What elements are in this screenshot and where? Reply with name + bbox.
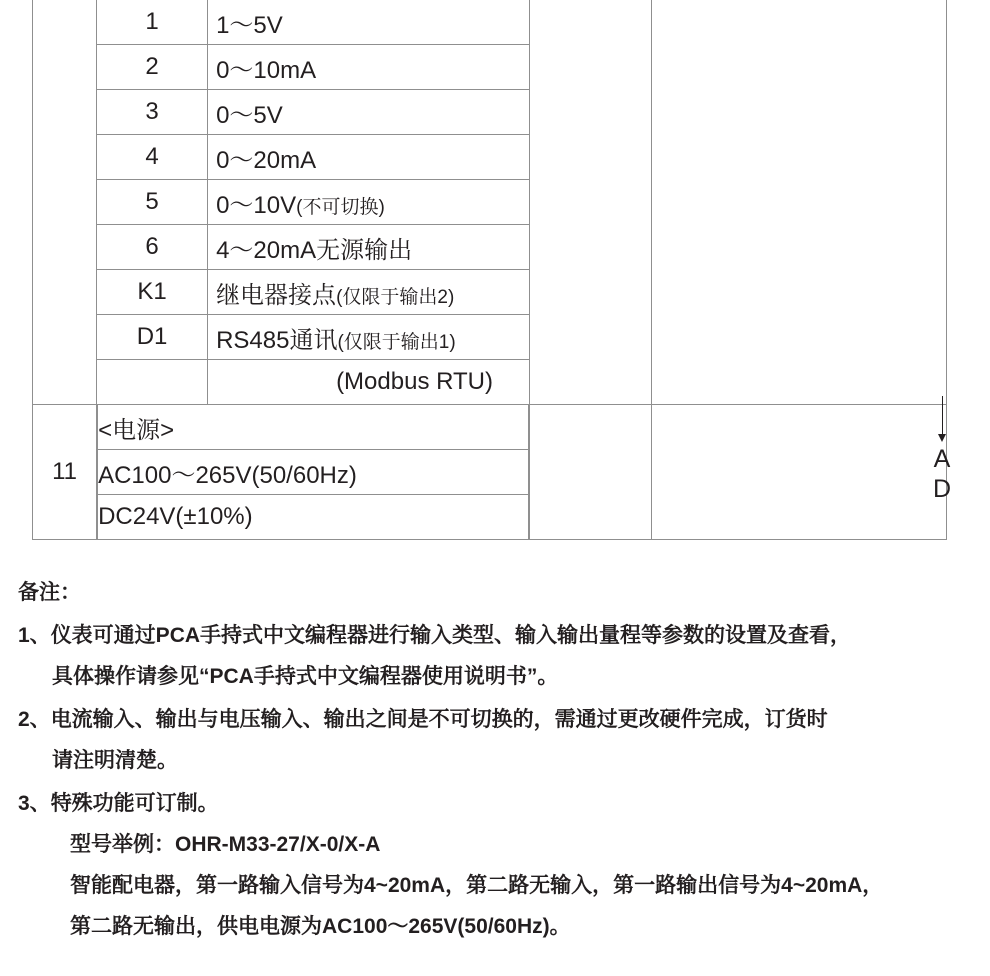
table-row [97,45,528,90]
down-arrow-icon [922,396,962,444]
output-desc-text: 4～20mA无源输出 [216,236,413,264]
note-example-desc-line2: 第二路无输出，供电电源为AC100～265V(50/60Hz)。 [70,915,571,938]
table-row [98,450,528,495]
marker-letter-a: A [933,445,951,473]
table-row-power [33,405,947,540]
output-code [97,360,208,405]
note-example-model: 型号举例：OHR-M33-27/X-0/X-A [70,833,381,856]
output-code: 6 [97,225,208,270]
output-desc [208,0,529,45]
note-continuation: 请注明清楚。 [52,749,178,772]
output-desc-note: (仅限于输出2) [336,286,455,308]
note-lead: 1、 [18,624,51,647]
output-desc [208,90,529,135]
output-desc-text: RS485通讯 [216,326,338,354]
note-item [18,699,978,781]
row-number-cell: 11 [33,405,97,540]
output-desc-text: 0～20mA [216,146,317,174]
row-number-cell [33,0,97,405]
table-row [97,180,528,225]
output-desc-text: 0～5V [216,101,283,129]
note-text: 仪表可通过PCA手持式中文编程器进行输入类型、输入输出量程等参数的设置及查看， [50,624,852,647]
output-desc [208,225,529,270]
output-desc [208,45,529,90]
marker-letter-d: D [932,475,952,503]
ad-marker [922,396,962,504]
output-code: 1 [97,0,208,45]
power-line: <电源> [98,405,528,450]
output-desc [208,360,529,405]
note-example-desc-line1: 智能配电器，第一路输入信号为4~20mA，第二路无输入，第一路输出信号为4~20mA， [70,874,884,897]
note-item [18,783,978,947]
output-code: 4 [97,135,208,180]
output-code-inner-table [97,0,528,404]
power-line: DC24V(±10%) [98,495,528,540]
table-row [97,0,528,45]
table-row-output-codes [33,0,947,405]
table-row [98,405,528,450]
output-code: 3 [97,90,208,135]
output-desc-note: (不可切换) [296,196,385,218]
right-blank-cell [651,0,946,405]
output-desc-text: (Modbus RTU) [336,368,493,395]
power-line: AC100～265V(50/60Hz) [98,450,528,495]
middle-blank-cell [529,405,651,540]
output-desc-note: (仅限于输出1) [337,331,456,353]
note-text: 特殊功能可订制。 [50,792,219,815]
specification-table [32,0,947,540]
output-code: K1 [97,270,208,315]
output-desc [208,315,529,360]
notes-section [18,572,978,947]
power-spec-cell [97,405,529,540]
table-row [97,135,528,180]
table-row [97,360,528,405]
table-row [97,90,528,135]
right-blank-cell [651,405,946,540]
note-text: 电流输入、输出与电压输入、输出之间是不可切换的，需通过更改硬件完成，订货时 [50,708,828,731]
power-inner-table [97,405,528,539]
output-code-list-cell [97,0,529,405]
output-desc [208,270,529,315]
output-code: D1 [97,315,208,360]
output-desc [208,180,529,225]
note-lead: 3、 [18,792,51,815]
middle-blank-cell [529,0,651,405]
note-continuation: 具体操作请参见“PCA手持式中文编程器使用说明书”。 [52,665,559,688]
table-row [97,225,528,270]
table-row [98,495,528,540]
output-desc [208,135,529,180]
output-code: 5 [97,180,208,225]
notes-title: 备注： [18,581,81,604]
output-code: 2 [97,45,208,90]
output-desc-text: 继电器接点 [216,281,337,309]
table-row [97,315,528,360]
output-desc-text: 0～10V [216,191,297,219]
output-desc-text: 0～10mA [216,56,317,84]
note-lead: 2、 [18,708,51,731]
table-row [97,270,528,315]
output-desc-text: 1～5V [216,11,283,39]
note-item [18,615,978,697]
